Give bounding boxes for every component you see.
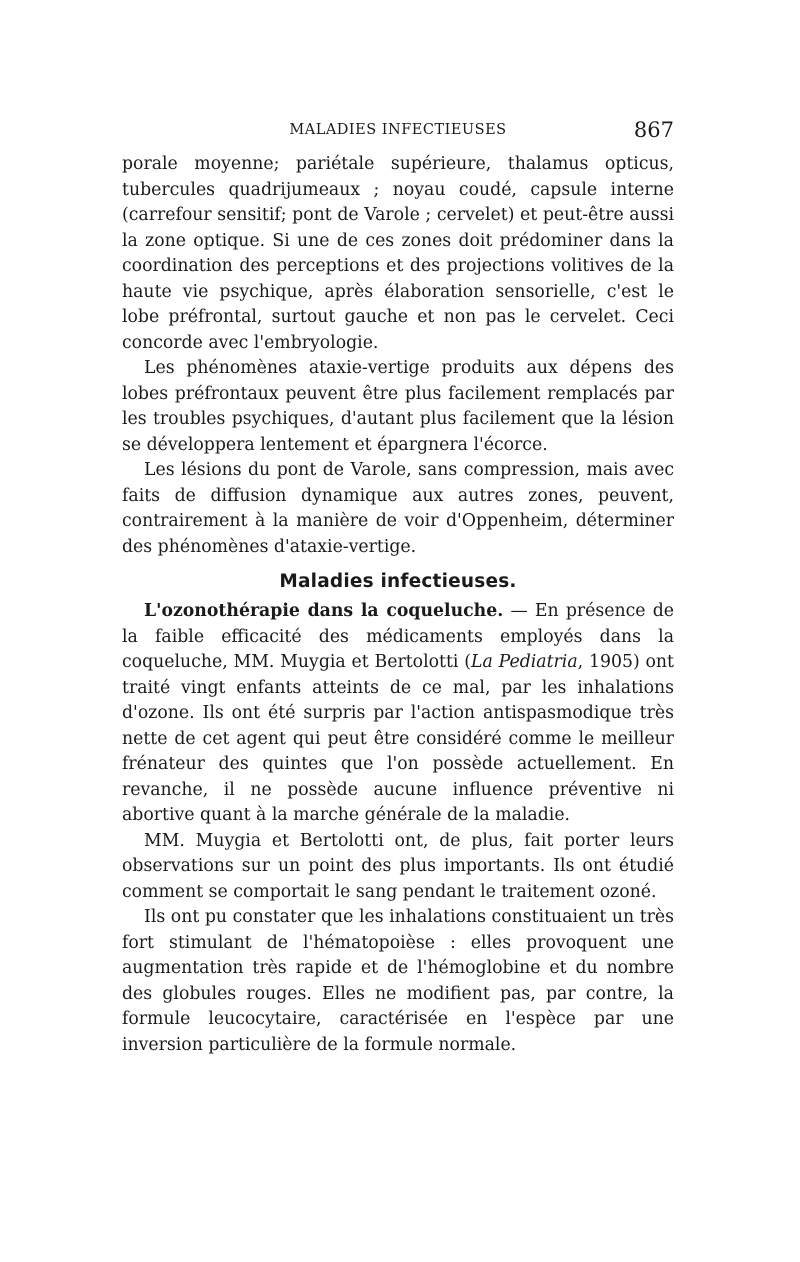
journal-title: La Pediatria [471, 652, 578, 672]
book-page [122, 118, 674, 1058]
section-heading: Maladies infectieuses. [279, 571, 517, 592]
paragraph-ozonotherapie [122, 599, 674, 829]
paragraph-text: , 1905) ont traité vingt enfants atteints de ce mal, par les inhalations d'ozone. Ils ont été surpris par l'action antispasmodique très nette de cet agent qui peut être considéré comme le meilleur frénateur des quintes que l'on possède actuellement. En revanche, il ne possède aucune influence préventive ni abortive quant à la marche générale de la maladie. [122, 652, 674, 825]
paragraph-ataxie-vertige: Les phénomènes ataxie-vertige produits aux dépens des lobes préfrontaux peuvent être plus facilement remplacés par les troubles psychiques, d'autant plus facilement que la lésion se développera lentement et épargnera l'écorce. [122, 358, 674, 455]
running-title: MALADIES INFECTIEUSES [289, 122, 507, 138]
paragraph-continued: porale moyenne; pariétale supérieure, thalamus opticus, tubercules quadrijumeaux ; noyau coudé, capsule interne (carrefour sensitif; pont de Varole ; cervelet) et peut-être aussi la zone optique. Si une de ces zones doit prédominer dans la coordination des perceptions et des projections volitives de la haute vie psychique, après élaboration sensorielle, c'est le lobe préfrontal, surtout gauche et non pas le cervelet. Ceci concorde avec l'embryologie. [122, 154, 674, 353]
running-head [122, 118, 674, 144]
run-in-heading: L'ozonothérapie dans la coqueluche. [144, 601, 504, 621]
paragraph-pont-de-varole: Les lésions du pont de Varole, sans compression, mais avec faits de diffusion dynamique aux autres zones, peuvent, contrairement à la manière de voir d'Oppenheim, déterminer des phénomènes d'ataxie-vertige. [122, 460, 674, 557]
paragraph-observations: MM. Muygia et Bertolotti ont, de plus, fait porter leurs observations sur un point des plus importants. Ils ont étudié comment se comportait le sang pendant le traitement ozoné. [122, 830, 674, 902]
page-number: 867 [633, 118, 674, 142]
paragraph-text: — En présence de la faible efficacité des médicaments employés dans la coqueluche, MM. Muygia et Bertolotti ( [122, 601, 674, 672]
paragraph-hematopoiese: Ils ont pu constater que les inhalations constituaient un très fort stimulant de l'hématopoièse : elles provoquent une augmentation très rapide et de l'hémoglobine et du nombre des globules rouges. Elles ne modifient pas, par contre, la formule leucocytaire, caractérisée en l'espèce par une inversion particulière de la formule normale. [122, 907, 674, 1055]
